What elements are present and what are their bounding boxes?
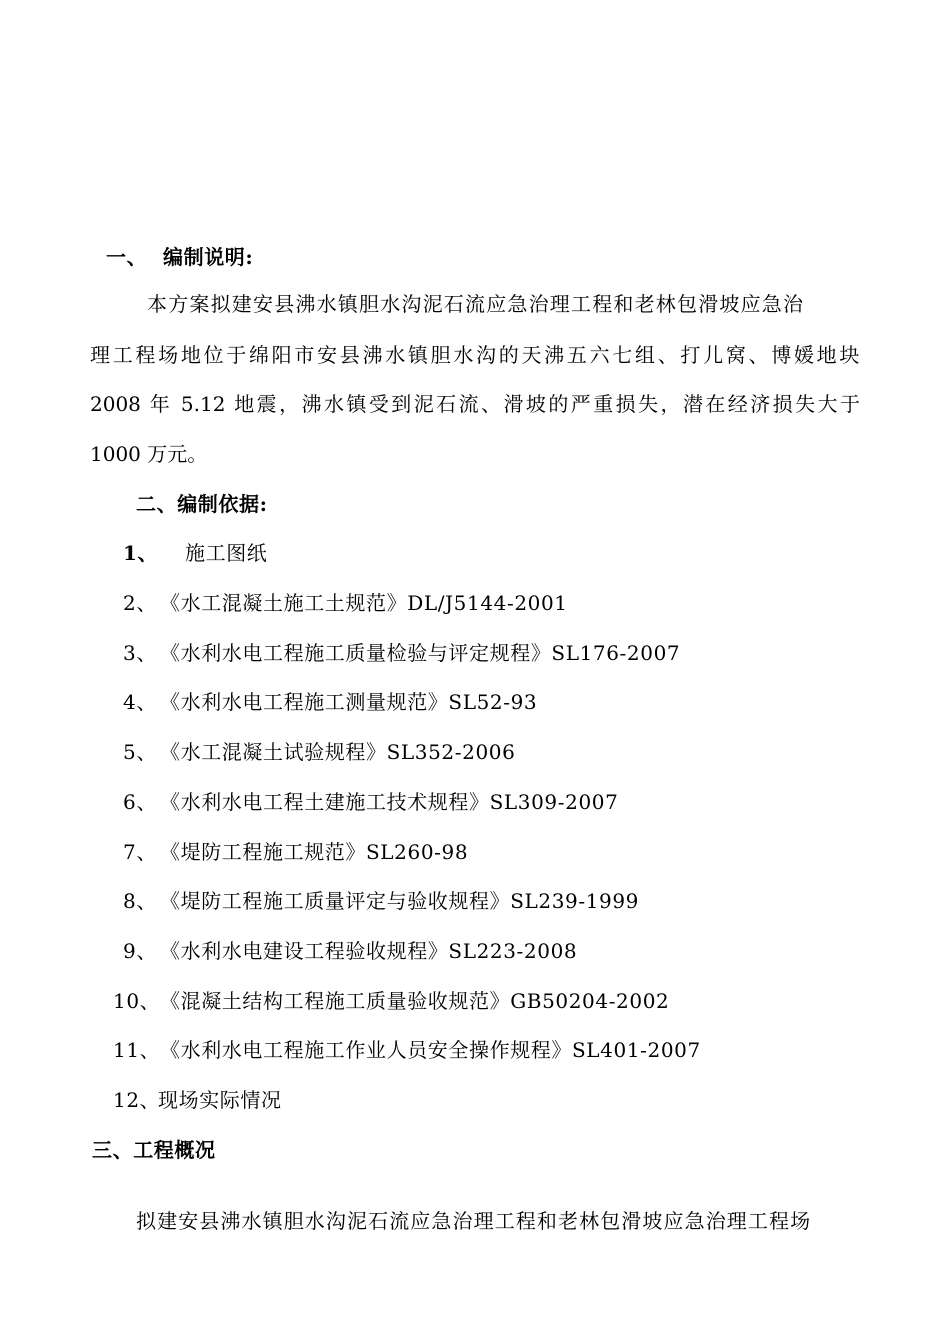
reference-item-text: 施工图纸 <box>185 541 268 565</box>
reference-item-text: 《水利水电工程施工作业人员安全操作规程》SL401-2007 <box>160 1038 701 1062</box>
reference-item-text: 现场实际情况 <box>158 1088 282 1112</box>
reference-item-number: 7、 <box>123 840 157 864</box>
reference-item-number: 2、 <box>123 591 157 615</box>
reference-item-number: 9、 <box>123 939 157 963</box>
section-1-paragraph-line: 本方案拟建安县沸水镇胆水沟泥石流应急治理工程和老林包滑坡应急治 <box>147 292 805 316</box>
reference-item-text: 《水利水电工程土建施工技术规程》SL309-2007 <box>160 790 619 814</box>
reference-item-number: 8、 <box>123 889 157 913</box>
reference-item-number: 3、 <box>123 641 157 665</box>
reference-item-number: 6、 <box>123 790 157 814</box>
reference-item-number: 4、 <box>123 690 157 714</box>
reference-item-text: 《水利水电建设工程验收规程》SL223-2008 <box>160 939 578 963</box>
section-3-heading: 三、工程概况 <box>92 1138 216 1162</box>
reference-item-text: 《堤防工程施工规范》SL260-98 <box>160 840 469 864</box>
reference-item-text: 《水利水电工程施工测量规范》SL52-93 <box>160 690 538 714</box>
section-1-number: 一、 <box>106 245 148 269</box>
reference-item-number: 1、 <box>123 541 159 565</box>
reference-item-text: 《堤防工程施工质量评定与验收规程》SL239-1999 <box>160 889 640 913</box>
section-1-paragraph-line: 理工程场地位于绵阳市安县沸水镇胆水沟的天沸五六七组、打儿窝、博媛地块 <box>90 343 860 367</box>
reference-item-number: 12、 <box>113 1088 161 1112</box>
section-1-paragraph-line: 1000 万元。 <box>90 442 208 466</box>
section-3-paragraph-line: 拟建安县沸水镇胆水沟泥石流应急治理工程和老林包滑坡应急治理工程场 <box>136 1209 812 1233</box>
reference-item-number: 10、 <box>113 989 161 1013</box>
section-1-paragraph-line: 2008 年 5.12 地震，沸水镇受到泥石流、滑坡的严重损失，潜在经济损失大于 <box>90 392 860 416</box>
reference-item-text: 《混凝土结构工程施工质量验收规范》GB50204-2002 <box>160 989 670 1013</box>
reference-item-number: 5、 <box>123 740 157 764</box>
reference-item-text: 《水工混凝土试验规程》SL352-2006 <box>160 740 516 764</box>
section-1-title: 编制说明: <box>163 245 254 269</box>
reference-item-text: 《水工混凝土施工土规范》DL/J5144-2001 <box>160 591 568 615</box>
section-2-heading: 二、编制依据: <box>136 492 268 516</box>
reference-item-text: 《水利水电工程施工质量检验与评定规程》SL176-2007 <box>160 641 681 665</box>
reference-item-number: 11、 <box>113 1038 161 1062</box>
